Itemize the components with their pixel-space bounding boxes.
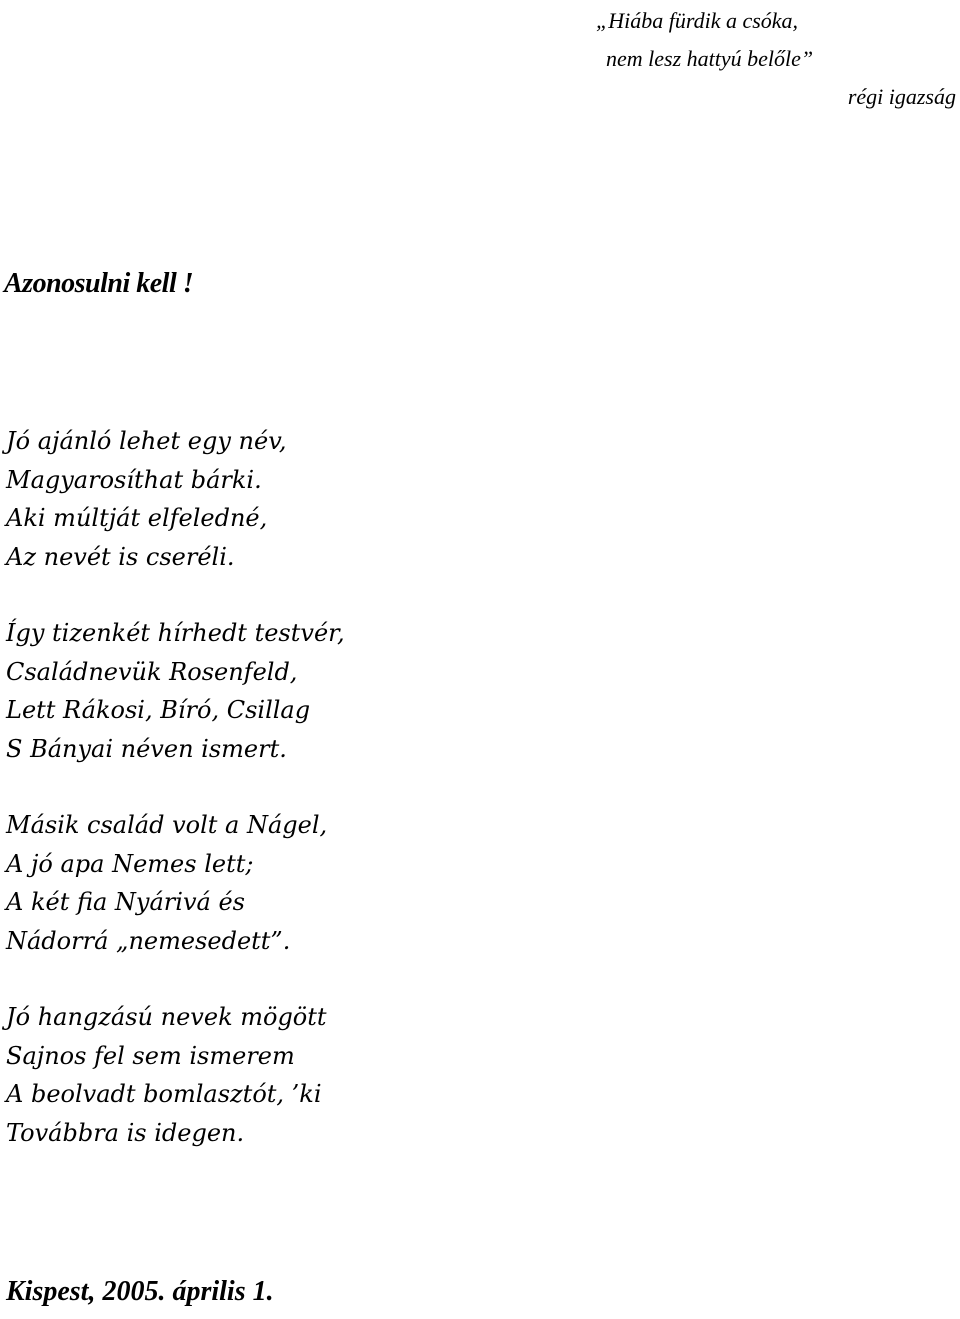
verse-line: Jó hangzású nevek mögött bbox=[6, 1003, 327, 1031]
epigraph-line-1: „Hiába fürdik a csóka, bbox=[596, 8, 799, 33]
verse-line: Nádorrá „nemesedett”. bbox=[6, 926, 291, 955]
verse-line: Jó ajánló lehet egy név, bbox=[6, 427, 287, 455]
verse-line: S Bányai néven ismert. bbox=[6, 734, 287, 763]
place-and-date: Kispest, 2005. április 1. bbox=[6, 1276, 274, 1307]
poem-body bbox=[6, 422, 345, 1190]
verse-line: Másik család volt a Nágel, bbox=[6, 811, 328, 839]
verse-line: Családnevük Rosenfeld, bbox=[6, 657, 298, 686]
verse-line: Magyarosíthat bárki. bbox=[6, 465, 262, 494]
verse-line: Így tizenkét hírhedt testvér, bbox=[6, 619, 345, 647]
stanza-3 bbox=[6, 806, 345, 960]
verse-line: A beolvadt bomlasztót, ’ki bbox=[6, 1080, 322, 1108]
epigraph-attribution: régi igazság bbox=[847, 84, 956, 109]
poem-title: Azonosulni kell ! bbox=[4, 268, 194, 299]
stanza-2 bbox=[6, 614, 345, 768]
stanza-1 bbox=[6, 422, 345, 576]
verse-line: Az nevét is cseréli. bbox=[6, 542, 235, 571]
verse-line: Lett Rákosi, Bíró, Csillag bbox=[6, 696, 311, 724]
verse-line: Aki múltját elfeledné, bbox=[6, 504, 268, 532]
epigraph-line-2: nem lesz hattyú belőle” bbox=[606, 46, 814, 71]
verse-line: Sajnos fel sem ismerem bbox=[6, 1041, 295, 1070]
verse-line: A két fia Nyárivá és bbox=[6, 888, 245, 916]
stanza-4 bbox=[6, 998, 345, 1152]
verse-line: A jó apa Nemes lett; bbox=[6, 849, 254, 878]
verse-line: Továbbra is idegen. bbox=[6, 1118, 245, 1147]
